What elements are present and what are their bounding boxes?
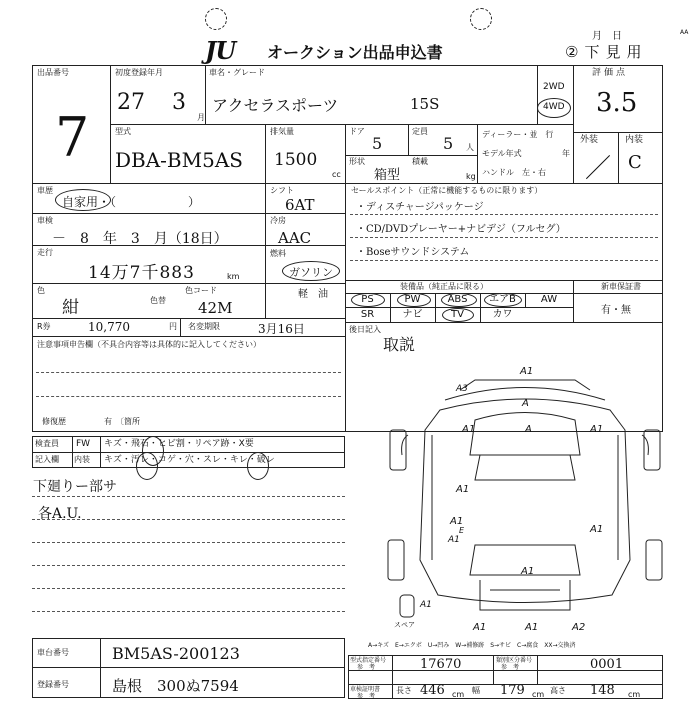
equip-aw: AW — [540, 294, 558, 305]
kg-unit: kg — [466, 172, 476, 181]
fw-label: FW — [76, 439, 91, 449]
sales-title: セールスポイント（正常に機能するものに限ります） — [351, 186, 543, 195]
first-reg-label: 初度登録年月 — [115, 68, 163, 77]
usage-value: 自家用・（ ） — [62, 195, 201, 209]
fuel-value: ガソリン — [289, 266, 333, 279]
date-labels: 月 日 — [592, 31, 622, 42]
interior-label: 内装 — [625, 135, 644, 145]
first-reg-year: 27 — [117, 90, 145, 115]
drive-4wd: 4WD — [543, 102, 565, 112]
first-reg-month: 3 — [172, 90, 186, 115]
score-label: 評価点 — [592, 68, 629, 78]
handle-label: ハンドル 左・右 — [482, 168, 546, 177]
date-suffix: AA — [680, 29, 689, 36]
int-items: キズ・汚レ・コゲ・穴・スレ・キレ・破レ — [104, 455, 275, 465]
color-change-label: 色替 — [150, 296, 166, 305]
spare-label: スペア — [394, 621, 415, 629]
spec-ref: 参 考 — [357, 664, 376, 671]
damage-mark-a1-rear-left: A1 — [420, 600, 432, 610]
damage-mark-a1-rear-center: A1 — [521, 566, 535, 577]
equip-ps: PS — [361, 294, 374, 305]
entry-label: 記入欄 — [35, 455, 59, 464]
color-value: 紺 — [62, 298, 79, 318]
height-value: 148 — [590, 683, 615, 698]
damage-mark-e: E — [459, 526, 465, 535]
grade-value: 15S — [410, 95, 440, 113]
score-value: 3.5 — [596, 88, 638, 118]
repair-value: 有 〔箇所 — [104, 417, 140, 426]
form-title: オークション出品申込書 — [267, 43, 443, 62]
month-unit: 月 — [197, 113, 205, 122]
ac-value: AAC — [278, 229, 312, 247]
name-change-value: 3月16日 — [258, 322, 305, 336]
model-label: 型式 — [115, 127, 131, 136]
lot-no-value: 7 — [55, 106, 90, 169]
height-label: 高さ — [550, 686, 566, 695]
color-code-value: 42M — [198, 299, 233, 317]
equip-navi: ナビ — [402, 309, 423, 320]
warranty-label: 新車保証書 — [601, 282, 641, 291]
notes-title: 注意事項申告欄（不具合内容等は具体的に記入してください） — [37, 340, 261, 349]
cert-label: 車検証明書 — [350, 686, 381, 693]
length-label: 長さ — [396, 686, 412, 695]
repair-label: 修復歴 — [42, 417, 66, 426]
shaken-label: 車検 — [37, 216, 53, 225]
km-unit: km — [227, 272, 240, 281]
car-name-label: 車名・グレード — [209, 68, 265, 77]
spec-value: 17670 — [420, 657, 462, 672]
car-name-value: アクセラスポーツ — [212, 96, 339, 115]
damage-mark-a2: A2 — [572, 622, 586, 633]
equip-pw: PW — [404, 294, 421, 305]
height-cm: cm — [628, 690, 641, 699]
shift-value: 6AT — [285, 196, 315, 214]
equipment-title: 装備品（純正品に限る） — [400, 282, 488, 291]
damage-mark-a-roof: A — [525, 424, 532, 435]
plate-value: 島根 300ぬ7594 — [112, 677, 239, 695]
shape-label: 形状 — [349, 157, 365, 166]
equip-sr: SR — [360, 309, 375, 320]
damage-mark-a1-hood: A1 — [462, 424, 476, 435]
binder-hole-right — [470, 8, 492, 30]
class-label: 類別区分番号 — [496, 657, 533, 664]
damage-mark-a1-bumper-c: A1 — [525, 622, 539, 633]
exterior-score: ／ — [585, 154, 612, 184]
person-unit: 人 — [466, 143, 474, 152]
width-label: 幅 — [472, 686, 480, 695]
recycle-label: R券 — [37, 322, 51, 331]
damage-mark-a1-left-rear: A1 — [450, 516, 464, 527]
shift-label: シフト — [270, 186, 294, 195]
exterior-label: 外装 — [580, 135, 599, 145]
recycle-value: 10,770 — [88, 320, 130, 334]
damage-mark-a3: A3 — [456, 384, 468, 394]
cc-unit: cc — [332, 170, 341, 179]
damage-mark-a1-side: A1 — [448, 535, 460, 545]
sales-line-1: ・ディスチャージパッケージ — [356, 202, 484, 213]
circle-stain — [136, 452, 158, 480]
warranty-value: 有・無 — [601, 305, 631, 316]
circle-ps — [351, 293, 385, 307]
binder-hole-left — [205, 8, 227, 30]
capacity-label: 定員 — [412, 127, 428, 136]
circle-airbag — [484, 293, 522, 307]
fuel-light: 軽 油 — [298, 289, 328, 300]
capacity-value: 5 — [443, 134, 454, 153]
shape-value: 箱型 — [374, 168, 401, 183]
damage-legend: A→キズ E→エクボ U→凹み W→補修跡 S→サビ C→腐食 XX→交換済 — [368, 642, 576, 649]
spec-label: 型式指定番号 — [350, 657, 387, 664]
interior-score: C — [628, 152, 642, 173]
cert-ref: 参 考 — [357, 693, 376, 700]
remark-2: 各A.U. — [38, 506, 82, 522]
equip-tv: TV — [451, 309, 464, 320]
lot-no-label: 出品番号 — [37, 68, 69, 77]
inspector-label: 検査員 — [35, 439, 59, 448]
equip-leather: カワ — [492, 309, 513, 320]
model-value: DBA-BM5AS — [115, 148, 243, 172]
width-cm: cm — [532, 690, 545, 699]
dealer-label: ディーラー・並 行 — [482, 130, 554, 139]
plate-label: 登録番号 — [37, 680, 69, 689]
circle-pw — [397, 293, 431, 307]
damage-mark-a1-bumper-l: A1 — [473, 622, 487, 633]
mileage-label: 走行 — [37, 248, 53, 257]
rear-note: 取説 — [383, 335, 416, 354]
damage-mark-a1-top: A1 — [520, 366, 534, 377]
int-label: 内装 — [74, 455, 90, 464]
ju-logo: JU — [205, 36, 236, 65]
yen-unit: 円 — [169, 322, 177, 331]
shaken-value: － 8 年 3 月（18日） — [52, 231, 228, 247]
rear-label: 後日記入 — [349, 325, 381, 334]
color-code-label: 色コード — [185, 286, 217, 295]
length-value: 446 — [420, 683, 445, 698]
circle-abs — [441, 293, 477, 307]
doors-label: ドア — [349, 127, 365, 136]
remark-1: 下廻りー部サ — [33, 479, 117, 495]
color-label: 色 — [37, 286, 45, 295]
cargo-label: 積載 — [412, 157, 428, 166]
chassis-value: BM5AS-200123 — [112, 644, 240, 663]
fuel-label: 燃料 — [270, 249, 286, 258]
class-value: 0001 — [590, 657, 624, 672]
copy-type: ②下見用 — [565, 43, 648, 61]
equip-abs: ABS — [447, 294, 468, 305]
model-year-label: モデル年式 — [482, 149, 522, 158]
sales-line-2: ・CD/DVDプレーヤー+ナビデジ（フルセグ） — [356, 224, 566, 235]
usage-label: 車歴 — [37, 186, 53, 195]
class-ref: 参 考 — [501, 664, 520, 671]
width-value: 179 — [500, 683, 525, 698]
sales-line-3: ・Boseサウンドシステム — [356, 247, 470, 258]
damage-mark-a-windshield: A — [522, 398, 529, 409]
circle-wear — [247, 452, 269, 480]
displacement-label: 排気量 — [270, 127, 294, 136]
displacement-value: 1500 — [274, 150, 318, 170]
length-cm: cm — [452, 690, 465, 699]
chassis-label: 車台番号 — [37, 648, 69, 657]
doors-value: 5 — [372, 134, 383, 153]
equip-airbag: エアB — [489, 294, 516, 305]
damage-mark-a1-right-rear: A1 — [590, 524, 604, 535]
mileage-value: 14万7千883 — [88, 263, 195, 283]
damage-mark-a1-left-door: A1 — [456, 484, 470, 495]
fw-items: キズ・飛石・ヒビ割・リペア跡・X要 — [104, 439, 254, 449]
ac-label: 冷房 — [270, 216, 286, 225]
name-change-label: 名変期限 — [188, 322, 220, 331]
damage-mark-a1-fl: A1 — [590, 424, 604, 435]
circle-tv — [442, 308, 474, 322]
year-unit: 年 — [562, 149, 570, 158]
drive-2wd: 2WD — [543, 82, 565, 92]
